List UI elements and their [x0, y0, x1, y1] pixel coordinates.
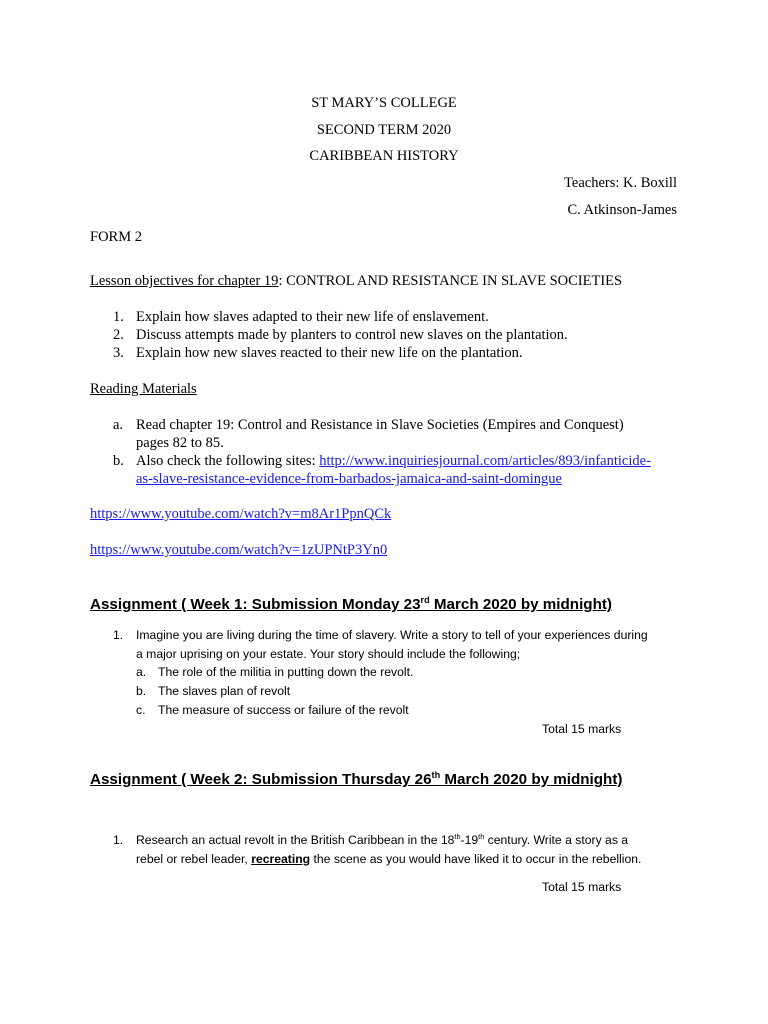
school-name: ST MARY’S COLLEGE: [311, 95, 457, 111]
assignment-1-title: [90, 595, 612, 614]
assignment-1-total: Total 15 marks: [542, 722, 622, 736]
assignment-2-title-text: Assignment ( Week 2: Submission Thursday 26: [90, 771, 432, 788]
objective-text: Explain how slaves adapted to their new life of enslavement.: [136, 309, 489, 325]
question-number: 1.: [113, 833, 124, 847]
question-number: 1.: [113, 628, 124, 642]
objective-text: Discuss attempts made by planters to control new slaves on the plantation.: [136, 327, 568, 343]
reading-text-a: Read chapter 19: Control and Resistance in Slave Societies (Empires and Conquest): [136, 417, 624, 433]
objective-number: 1.: [113, 309, 124, 325]
reading-text-b-prefix: Also check the following sites:: [136, 453, 320, 469]
q2-sup2: th: [478, 831, 485, 841]
inquiries-journal-link-cont[interactable]: as-slave-resistance-evidence-from-barbados-jamaica-and-saint-domingue: [136, 471, 562, 487]
sub-item-text: The role of the militia in putting down the revolt.: [158, 665, 414, 679]
reading-text-b: [136, 452, 651, 470]
subject-title: CARIBBEAN HISTORY: [309, 148, 459, 164]
sub-item-label: a.: [136, 665, 147, 679]
q2-sup1: th: [454, 831, 461, 841]
assignment-2-title: [90, 770, 622, 789]
q2-line2-a: rebel or rebel leader,: [136, 852, 252, 866]
reading-heading: Reading Materials: [90, 381, 197, 397]
assignment-2-question: [113, 831, 629, 848]
q2-line1-a: Research an actual revolt in the British Caribbean in the 18: [136, 833, 455, 847]
sub-item-text: The slaves plan of revolt: [158, 684, 291, 698]
youtube-link-1[interactable]: https://www.youtube.com/watch?v=m8Ar1PpnQCk: [90, 506, 392, 522]
teachers-line: Teachers: K. Boxill: [564, 175, 677, 191]
form-label: FORM 2: [90, 229, 142, 245]
reading-link-cont: [136, 470, 562, 488]
q2-line1-c: century. Write a story as a: [484, 833, 629, 847]
reading-item-a: [113, 416, 624, 434]
youtube-link-row-1: [90, 505, 391, 523]
sub-item-label: c.: [136, 703, 146, 717]
teacher-second: C. Atkinson-James: [567, 202, 677, 218]
objectives-heading-chapter: Lesson objectives for chapter 19: [90, 273, 279, 289]
assignment-1-question: [113, 628, 648, 643]
reading-label-a: a.: [113, 417, 124, 433]
sub-item-text: The measure of success or failure of the revolt: [158, 703, 409, 717]
assignment-1-title-sup: rd: [420, 594, 430, 605]
objective-text: Explain how new slaves reacted to their new life on the plantation.: [136, 345, 523, 361]
youtube-link-2[interactable]: https://www.youtube.com/watch?v=1zUPNtP3Yn0: [90, 542, 388, 558]
reading-label-b: b.: [113, 453, 124, 469]
assignment-1-title-date: March 2020 by midnight): [429, 596, 612, 613]
objective-item: [113, 308, 489, 326]
question-text-line1: Imagine you are living during the time of slavery. Write a story to tell of your experiences during: [136, 628, 648, 642]
youtube-link-row-2: [90, 541, 387, 559]
q2-line1-b: -19: [460, 833, 479, 847]
sub-item-label: b.: [136, 684, 147, 698]
objectives-heading-title: : CONTROL AND RESISTANCE IN SLAVE SOCIETIES: [278, 273, 623, 289]
assignment-2-title-sup: th: [431, 769, 441, 780]
objective-number: 2.: [113, 327, 124, 343]
inquiries-journal-link[interactable]: http://www.inquiriesjournal.com/articles/893/infanticide-: [319, 453, 651, 469]
objective-number: 3.: [113, 345, 124, 361]
objectives-heading: [90, 272, 622, 290]
reading-text-a-cont: pages 82 to 85.: [136, 435, 224, 451]
assignment-2-title-date: March 2020 by midnight): [440, 771, 623, 788]
sub-item: [136, 703, 409, 718]
question-text-line2: [136, 852, 641, 867]
assignment-2-total: Total 15 marks: [542, 880, 622, 894]
q2-line2-c: the scene as you would have liked it to occur in the rebellion.: [310, 852, 642, 866]
sub-item: [136, 665, 414, 680]
question-text-line1: [136, 833, 628, 848]
objective-item: [113, 326, 568, 344]
question-text-line2: a major uprising on your estate. Your story should include the following;: [136, 647, 521, 661]
reading-item-b: [113, 452, 651, 470]
assignment-1-title-text: Assignment ( Week 1: Submission Monday 23: [90, 596, 421, 613]
sub-item: [136, 684, 291, 699]
term-title: SECOND TERM 2020: [316, 122, 452, 138]
q2-line2-emphasis: recreating: [251, 852, 311, 866]
objective-item: [113, 344, 523, 362]
